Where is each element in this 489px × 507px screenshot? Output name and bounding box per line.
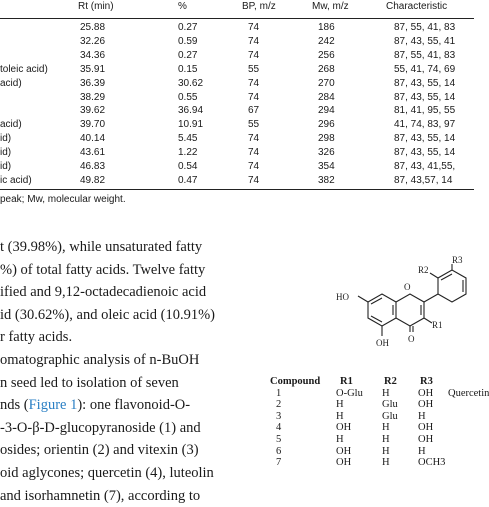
table-cell-char: 87, 43, 55, 14 bbox=[394, 77, 456, 89]
compound-cell-name: Quercetin bbox=[448, 387, 489, 399]
table-cell-mw: 256 bbox=[318, 49, 335, 61]
table-cell-pct: 30.62 bbox=[178, 77, 204, 89]
table-cell-rt: 43.61 bbox=[80, 147, 106, 159]
label-r3: R3 bbox=[452, 255, 463, 265]
table-cell-pct: 0.55 bbox=[178, 91, 198, 103]
compound-cell-r2: H bbox=[382, 387, 390, 399]
compound-header-r1: R1 bbox=[340, 376, 353, 387]
compound-cell-r2: H bbox=[382, 433, 390, 445]
table-cell-pct: 0.27 bbox=[178, 49, 198, 61]
table-cell-rt: 32.26 bbox=[80, 35, 106, 47]
table-cell-pct: 0.15 bbox=[178, 63, 198, 75]
table-cell-rt: 36.39 bbox=[80, 77, 106, 89]
table-cell-pct: 0.27 bbox=[178, 22, 198, 33]
compound-cell-r2: Glu bbox=[382, 399, 398, 411]
body-line-8 bbox=[0, 394, 260, 417]
table-cell-mw: 382 bbox=[318, 174, 335, 186]
table-cell-pct: 5.45 bbox=[178, 133, 198, 145]
table-cell-bp: 74 bbox=[248, 49, 260, 61]
compound-cell-r1: OH bbox=[336, 422, 352, 434]
compound-row bbox=[270, 422, 480, 434]
compound-cell-r2: H bbox=[382, 422, 390, 434]
compound-cell-r3: OH bbox=[418, 422, 434, 434]
structure-labels bbox=[336, 255, 463, 348]
compound-cell-r3: OCH3 bbox=[418, 457, 446, 469]
table-cell-rt: 39.70 bbox=[80, 119, 106, 131]
table-cell-char: 41, 74, 83, 97 bbox=[394, 119, 456, 131]
table-cell-bp: 74 bbox=[248, 161, 260, 172]
compound-body bbox=[270, 387, 489, 469]
body-line-12: and isorhamnetin (7), according to bbox=[0, 487, 201, 504]
compound-cell-r3: H bbox=[418, 445, 426, 457]
table-cell-bp: 55 bbox=[248, 63, 260, 75]
table-cell-char: 87, 55, 41, 83 bbox=[394, 49, 456, 61]
table-cell-rt: 49.82 bbox=[80, 174, 106, 186]
compound-cell-r2: H bbox=[382, 457, 390, 469]
compound-cell-r1: OH bbox=[336, 457, 352, 469]
table-cell-mw: 296 bbox=[318, 119, 335, 131]
table-cell-pct: 0.54 bbox=[178, 161, 198, 172]
table-cell-rt: 39.62 bbox=[80, 105, 106, 117]
table-cell-mw: 354 bbox=[318, 161, 335, 172]
compound-cell-n: 5 bbox=[276, 433, 282, 445]
table-cell-rt: 38.29 bbox=[80, 91, 106, 103]
body-line-3: ified and 9,12-octadecadienoic acid bbox=[0, 284, 207, 301]
body-line-8b: ): one flavonoid-O- bbox=[77, 397, 191, 414]
body-line-9: -3-O-β-D-glucopyranoside (1) and bbox=[0, 419, 201, 436]
header-mw: Mw, m/z bbox=[312, 1, 349, 12]
table-cell-char: 87, 43, 55, 41 bbox=[394, 35, 456, 47]
label-ho: HO bbox=[336, 292, 349, 302]
table-cell-mw: 284 bbox=[318, 91, 335, 103]
compound-cell-n: 1 bbox=[276, 387, 282, 399]
table-cell-pct: 36.94 bbox=[178, 105, 204, 117]
compound-row bbox=[270, 446, 480, 458]
compound-cell-n: 2 bbox=[276, 399, 282, 411]
table-cell-rt: 25.88 bbox=[80, 22, 106, 33]
table-cell-mw: 298 bbox=[318, 133, 335, 145]
table-cell-name: ic acid) bbox=[0, 174, 32, 186]
table-cell-pct: 0.59 bbox=[178, 35, 198, 47]
label-carbonyl-o: O bbox=[408, 334, 415, 344]
table-rule-top bbox=[0, 18, 474, 19]
body-line-4: id (30.62%), and oleic acid (10.91%) bbox=[0, 306, 216, 323]
compound-cell-r3: OH bbox=[418, 399, 434, 411]
compound-cell-r3: OH bbox=[418, 387, 434, 399]
compound-cell-r3: H bbox=[418, 410, 426, 422]
table-cell-rt: 46.83 bbox=[80, 161, 106, 172]
compound-cell-r1: H bbox=[336, 399, 344, 411]
table-cell-rt: 34.36 bbox=[80, 49, 106, 61]
table-cell-bp: 74 bbox=[248, 133, 260, 145]
compound-cell-r1: O-Glu bbox=[336, 387, 363, 399]
table-cell-bp: 55 bbox=[248, 119, 260, 131]
table-cell-bp: 74 bbox=[248, 22, 260, 33]
compound-cell-r1: H bbox=[336, 410, 344, 422]
compound-row bbox=[270, 434, 480, 446]
table-cell-char: 87, 43, 55, 14 bbox=[394, 133, 456, 145]
table-cell-bp: 74 bbox=[248, 35, 260, 47]
label-ring-o: O bbox=[404, 282, 411, 292]
table-cell-pct: 10.91 bbox=[178, 119, 204, 131]
table-cell-bp: 74 bbox=[248, 77, 260, 89]
header-rt: Rt (min) bbox=[78, 1, 114, 12]
table-cell-char: 87, 55, 41, 83 bbox=[394, 22, 456, 33]
table-cell-mw: 270 bbox=[318, 77, 335, 89]
table-cell-bp: 74 bbox=[248, 147, 260, 159]
compound-cell-n: 7 bbox=[276, 457, 282, 469]
body-line-8a: nds ( bbox=[0, 397, 29, 414]
compound-row bbox=[270, 411, 480, 423]
label-r1: R1 bbox=[432, 320, 443, 330]
table-cell-char: 87, 43, 41,55, bbox=[394, 161, 456, 172]
table-rule-bottom bbox=[0, 189, 474, 190]
body-line-7: n seed led to isolation of seven bbox=[0, 374, 179, 391]
table-cell-name: acid) bbox=[0, 77, 22, 89]
table-cell-mw: 294 bbox=[318, 105, 335, 117]
compound-table bbox=[270, 376, 489, 469]
compound-header-compound: Compound bbox=[270, 376, 321, 387]
body-line-2: %) of total fatty acids. Twelve fatty bbox=[0, 261, 206, 278]
table-cell-char: 87, 43,57, 14 bbox=[394, 174, 453, 186]
table-cell-bp: 74 bbox=[248, 174, 260, 186]
label-r2: R2 bbox=[418, 265, 429, 275]
body-line-6: omatographic analysis of n-BuOH bbox=[0, 351, 200, 368]
table-cell-name: toleic acid) bbox=[0, 63, 48, 75]
table-cell-char: 87, 43, 55, 14 bbox=[394, 91, 456, 103]
flavonoid-structure bbox=[330, 255, 474, 370]
compound-header bbox=[270, 376, 480, 388]
table-cell-mw: 242 bbox=[318, 35, 335, 47]
compound-cell-r1: OH bbox=[336, 445, 352, 457]
table-cell-name: id) bbox=[0, 147, 12, 159]
table-cell-rt: 40.14 bbox=[80, 133, 106, 145]
table-cell-mw: 268 bbox=[318, 63, 335, 75]
table-cell-pct: 0.47 bbox=[178, 174, 198, 186]
body-line-1: t (39.98%), while unsaturated fatty bbox=[0, 239, 203, 255]
compound-cell-n: 6 bbox=[276, 445, 282, 457]
table-cell-char: 87, 43, 55, 14 bbox=[394, 147, 456, 159]
table-cell-name: id) bbox=[0, 161, 12, 172]
label-oh: OH bbox=[376, 338, 389, 348]
compound-header-r2: R2 bbox=[384, 376, 397, 387]
body-text bbox=[0, 236, 260, 507]
structure-bonds bbox=[358, 264, 466, 336]
table-footnote: peak; Mw, molecular weight. bbox=[0, 194, 126, 205]
figure-1-link[interactable]: Figure 1 bbox=[28, 397, 78, 414]
table-cell-mw: 326 bbox=[318, 147, 335, 159]
compound-cell-r3: OH bbox=[418, 433, 434, 445]
table-cell-name: id) bbox=[0, 133, 12, 145]
table-cell-name: acid) bbox=[0, 119, 22, 131]
body-line-11: oid aglycones; quercetin (4), luteolin bbox=[0, 464, 214, 481]
table-cell-mw: 186 bbox=[318, 22, 335, 33]
table-cell-char: 55, 41, 74, 69 bbox=[394, 63, 456, 75]
compound-cell-r2: H bbox=[382, 445, 390, 457]
compound-cell-n: 3 bbox=[276, 410, 282, 422]
table-cell-pct: 1.22 bbox=[178, 147, 198, 159]
header-percent: % bbox=[178, 1, 187, 12]
body-line-5: r fatty acids. bbox=[0, 329, 73, 346]
body-line-10: osides; orientin (2) and vitexin (3) bbox=[0, 442, 199, 459]
table-cell-bp: 74 bbox=[248, 91, 260, 103]
compound-row bbox=[270, 457, 480, 469]
table-cell-bp: 67 bbox=[248, 105, 260, 117]
table-cell-char: 81, 41, 95, 55 bbox=[394, 105, 456, 117]
compound-cell-r2: Glu bbox=[382, 410, 398, 422]
header-bp: BP, m/z bbox=[242, 1, 276, 12]
compound-cell-r1: H bbox=[336, 433, 344, 445]
compound-cell-n: 4 bbox=[276, 422, 282, 434]
table-cell-rt: 35.91 bbox=[80, 63, 106, 75]
header-characteristic: Characteristic bbox=[386, 1, 448, 12]
compound-row bbox=[270, 399, 480, 411]
compound-row bbox=[270, 387, 489, 400]
compound-header-r3: R3 bbox=[420, 376, 433, 387]
